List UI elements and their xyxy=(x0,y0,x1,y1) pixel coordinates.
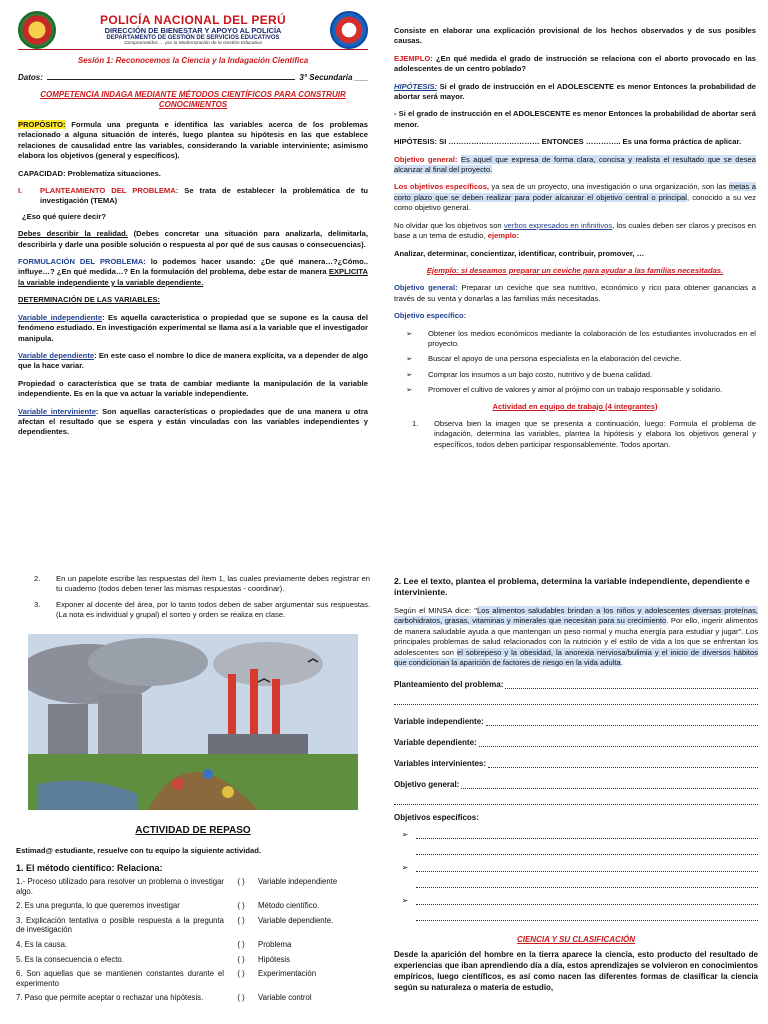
field-label: Variable independiente: xyxy=(394,717,484,727)
minsa-highlight-2: el sobrepeso y la obesidad, la anorexia nerviosa/bulimia y el inicio de diversos hábitos que condicionan la aparición de factores de riesgo en la vida adulta xyxy=(394,647,758,668)
table-row xyxy=(16,993,370,1003)
arrow-bullet-icon: ➢ xyxy=(401,863,409,873)
objetivo-general-def xyxy=(394,155,756,176)
hipotesis-3-text: HIPÓTESIS: SI ……………………………… ENTONCES ………….. Es una forma práctica de aplicar. xyxy=(394,137,742,147)
vd-paragraph xyxy=(18,351,368,372)
proposito-label: PROPÓSITO: xyxy=(18,120,66,129)
answer-line[interactable] xyxy=(486,718,758,726)
session-title: Sesión 1: Reconocemos la Ciencia y la Indagación Científica xyxy=(77,56,309,65)
answer-line[interactable] xyxy=(416,878,758,888)
instructions-list xyxy=(34,574,370,621)
actividad-text: Actividad en equipo de trabajo (4 integrantes) xyxy=(492,401,658,411)
answer-line[interactable] xyxy=(488,760,758,768)
proposito-paragraph xyxy=(18,120,368,162)
oe-highlight: metas a corto plazo que se deben realizar para poder alcanzar el objetivo central o principal xyxy=(394,182,756,202)
row-option: Problema xyxy=(258,940,292,949)
estimad-text: Estimad@ estudiante, resuelve con tu equipo la siguiente actividad. xyxy=(16,845,261,855)
vint-field[interactable] xyxy=(394,759,758,768)
actividad-item-1 xyxy=(412,419,756,450)
list-item xyxy=(34,600,370,621)
answer-line[interactable] xyxy=(394,695,758,705)
hipotesis-text: Si el grado de instrucción en el ADOLESCENTE es menor Entonces la probabilidad de abortar será mayor. xyxy=(394,81,756,102)
header-motto: Comprometidos … por la Modernización de la Gestión Educativa xyxy=(124,41,262,46)
vd-field[interactable] xyxy=(394,738,758,747)
item-text: Exponer al docente del área, por lo tanto todos deben de saber argumentar sus respuestas. (La nota es individual y grupal) el sorteo y orden se realiza en clase. xyxy=(56,599,370,620)
oe-text-2: , conocido a su vez como objetivo general. xyxy=(394,192,757,213)
answer-line[interactable] xyxy=(479,739,758,747)
item-text: Observa bien la imagen que se presenta a continuación, luego: Formula el problema de indagación, determina las variables, plantea la hipótesis y elabora los objetivos general y específicos, todos deben participar responsablemente. Todos aportan. xyxy=(434,418,756,449)
page-2-bottom-right xyxy=(384,512,768,1024)
no-olvidar-ejemplo: ejemplo: xyxy=(487,231,519,241)
hipotesis-intro xyxy=(394,26,756,47)
og-field[interactable] xyxy=(394,780,758,789)
vd-text: : En este caso el nombre lo dice de manera explícita, va a depender de algo que la hace variar. xyxy=(18,350,368,371)
determinacion-text: DETERMINACIÓN DE LAS VARIABLES: xyxy=(18,295,161,305)
debes-label: Debes describir la realidad. xyxy=(18,229,128,239)
ejemplo-text: ¿En qué medida el grado de instrucción se relaciona con el aborto provocado en las adolescentes de un centro poblado? xyxy=(394,53,756,74)
answer-line[interactable] xyxy=(416,897,758,905)
verbos-link: verbos expresados en infinitivos xyxy=(503,220,613,230)
list-item xyxy=(406,370,756,380)
hipotesis-2 xyxy=(394,109,756,130)
school-seal-icon xyxy=(330,11,368,49)
vd-label: Variable dependiente xyxy=(18,350,95,360)
capacidad-text: CAPACIDAD: Problematiza situaciones. xyxy=(18,168,161,178)
row-statement: 5. Es la consecuencia o efecto. xyxy=(16,954,124,964)
oe2-label: Objetivo específico: xyxy=(394,311,467,321)
answer-line[interactable] xyxy=(416,831,758,839)
ciencia-text: Desde la aparición del hombre en la tierra aparece la ciencia, esto producto del resultado de experiencias que iban aprendiendo día a día, estos aprendizajes se volvieron en conocimientos empíricos, luego científicos, es así como nacen las diferentes formas de clasificar la ciencia según su naturaleza o materia de estudio, xyxy=(394,950,758,993)
debes-paragraph xyxy=(18,229,368,250)
answer-blank[interactable]: ( ) xyxy=(237,877,245,887)
planteamiento-marker: I. xyxy=(18,186,23,196)
objetivos-list xyxy=(406,329,756,396)
vi-text: : Es aquella característica o propiedad que se supone es la causa del fenómeno estudiado. En investigación experimental se llama así a la variable que el investigador manipula. xyxy=(18,312,368,343)
field-label: Variable dependiente: xyxy=(394,738,477,748)
row-statement: 2. Es una pregunta, lo que queremos investigar xyxy=(16,901,180,911)
trash-item xyxy=(203,769,213,779)
no-olvidar-1: No olvidar que los objetivos son xyxy=(394,220,502,230)
row-option: Método científico. xyxy=(258,901,320,911)
vi-field[interactable] xyxy=(394,717,758,726)
ciencia-title: CIENCIA Y SU CLASIFICACIÓN xyxy=(516,935,636,945)
answer-blank[interactable]: ( ) xyxy=(237,940,245,949)
answer-blank[interactable]: ( ) xyxy=(237,954,245,964)
propiedad-paragraph xyxy=(18,379,368,400)
minsa-text-1: Según el MINSA dice: " xyxy=(394,606,477,615)
answer-line[interactable] xyxy=(416,911,758,921)
bullet-text: Promover el cultivo de valores y amor al prójimo con un trabajo responsable y solidario. xyxy=(428,385,723,395)
field-label: Planteamiento del problema: xyxy=(394,680,504,690)
planteamiento-field[interactable] xyxy=(394,680,758,689)
ceviche-text: Ejemplo: si deseamos preparar un ceviche para ayudar a las familias necesitadas. xyxy=(426,265,724,275)
grado-label: 3° Secundaria ___ xyxy=(299,73,368,82)
og2-text: Preparar un ceviche que sea nutritivo, económico y rico para obtener ganancias a través de su venta y donarlas a las familias más necesitadas. xyxy=(394,283,756,303)
header-sub2: DEPARTAMENTO DE GESTIÓN DE SERVICIOS EDUCATIVOS xyxy=(106,35,280,41)
debes-text: (Debes concretar una situación para analizarla, delimitarla, describirla y darle una posible solución o respuesta al por qué de sus causas o consecuencias). xyxy=(18,229,368,249)
oe-field-title xyxy=(394,813,758,822)
trash-item xyxy=(172,778,184,790)
table-row xyxy=(16,940,370,950)
formulacion-explicit: EXPLICITA la variable independiente y la variable dependiente. xyxy=(18,267,368,287)
table-row xyxy=(16,877,370,896)
oe-bullet-1[interactable] xyxy=(394,830,758,839)
metodo-title: 1. El método científico: Relaciona: xyxy=(16,863,163,874)
datos-line xyxy=(18,73,368,82)
planteamiento-label: PLANTEAMIENTO DEL PROBLEMA: xyxy=(40,186,179,196)
arrow-bullet-icon: ➢ xyxy=(401,896,409,906)
ceviche-example xyxy=(394,266,756,276)
no-olvidar-2: , los cuales deben ser claros y precisos en base a un tema de estudio, xyxy=(394,220,756,241)
arrow-bullet-icon: ➢ xyxy=(406,328,413,338)
no-olvidar xyxy=(394,221,756,242)
row-statement: 4. Es la causa. xyxy=(16,940,68,949)
planteamiento-text: Se trata de establecer la problemática de tu investigación (TEMA) xyxy=(40,186,368,206)
oe-bullet-2[interactable] xyxy=(394,863,758,872)
item-text: En un papelote escribe las respuestas del ítem 1, las cuales previamente debes registrar en tu cuaderno (todos deben tener las mismas respuestas - coordinar). xyxy=(56,574,370,594)
table-row xyxy=(16,901,370,911)
row-option: Variable dependiente. xyxy=(258,915,334,925)
item-number: 2. xyxy=(34,574,41,583)
table-row xyxy=(16,955,370,965)
relaciona-table xyxy=(16,877,370,1003)
estimad-line xyxy=(16,846,370,856)
oe-bullet-3[interactable] xyxy=(394,896,758,905)
formulacion-paragraph xyxy=(18,257,368,288)
answer-blank[interactable]: ( ) xyxy=(237,915,245,925)
hipotesis-paragraph xyxy=(394,82,756,103)
hipotesis-2-text: - Si el grado de instrucción en el ADOLESCENTE es menor Entonces la probabilidad de abortar será menor. xyxy=(394,109,756,129)
eso-text: ¿Eso qué quiere decir? xyxy=(22,211,106,221)
row-option: Variable control xyxy=(258,993,312,1003)
actividad-title xyxy=(394,402,756,412)
ejercicio-2-title: 2. Lee el texto, plantea el problema, determina la variable independiente, dependiente e interviniente. xyxy=(394,576,750,597)
item-number: 1. xyxy=(412,418,419,428)
arrow-bullet-icon: ➢ xyxy=(401,830,409,840)
police-seal-icon xyxy=(18,11,56,49)
arrow-bullet-icon: ➢ xyxy=(406,385,413,395)
og-label: Objetivo general: xyxy=(394,154,458,164)
og-text: Es aquel que expresa de forma clara, concisa y realista el resultado que se desea alcanzar al final del proyecto. xyxy=(394,154,756,175)
row-statement: 3. Explicación tentativa o posible respuesta a la pregunta de investigación xyxy=(16,915,224,935)
verbos-list xyxy=(394,249,756,259)
answer-line[interactable] xyxy=(461,781,758,789)
verbos-text: Analizar, determinar, concientizar, identificar, contribuir, promover, … xyxy=(394,248,645,258)
answer-line[interactable] xyxy=(505,681,758,689)
answer-blank[interactable]: ( ) xyxy=(237,901,245,911)
capacidad xyxy=(18,169,368,179)
row-statement: 1.- Proceso utilizado para resolver un problema o investigar algo. xyxy=(16,877,224,896)
trash-item xyxy=(222,786,234,798)
table-row xyxy=(16,969,370,988)
vint-paragraph xyxy=(18,407,368,438)
determinacion-title xyxy=(18,295,368,305)
row-option: Hipótesis xyxy=(258,954,291,964)
hipotesis-label: HIPÓTESIS: xyxy=(394,81,438,91)
formulacion-text: lo podemos hacer usando: ¿De qué manera…?¿Cómo.. influye…? ¿En qué medida…? En la formulación del problema, debe estar de manera xyxy=(18,257,368,277)
datos-label: Datos: xyxy=(18,73,43,82)
header-sub1: DIRECCIÓN DE BIENESTAR Y APOYO AL POLICÍA xyxy=(104,26,282,35)
proposito-text: Formula una pregunta e identifica las variables acerca de los problemas relacionado a alguna situación de interés, luego plantea su hipótesis en las que establece relaciones de causalidad entre las variables, considerando la variable interviniente; asimismo elabora los objetivos (general y específicos). xyxy=(18,120,368,161)
list-item xyxy=(34,574,370,595)
answer-line[interactable] xyxy=(416,845,758,855)
bullet-text: Comprar los insumos a un bajo costo, nutritivo y de buena calidad. xyxy=(428,369,653,379)
minsa-paragraph xyxy=(394,606,758,668)
formulacion-label: FORMULACIÓN DEL PROBLEMA: xyxy=(18,257,146,267)
eso-question xyxy=(22,212,368,222)
bullet-text: Obtener los medios económicos mediante la colaboración de los estudiantes involucrados en el proyecto. xyxy=(428,328,756,348)
field-label: Variables intervinientes: xyxy=(394,759,487,769)
vint-label: Variable interviniente xyxy=(18,406,96,416)
minsa-highlight-1: Los alimentos saludables brindan a los niños y adolescentes diversas proteínas, carbohidratos, grasas, vitaminas y minerales que necesitan para su crecimiento xyxy=(394,606,758,626)
pollution-illustration xyxy=(28,634,358,810)
minsa-text-2: . Por ello, ingerir alimentos de manera saludable ayuda a que mantengan un peso normal y mucha energía para estudiar y jugar". Los principales problemas de salud relacionados con la nutrición y el estilo de vida a los que se enfrentan los adolescentes son xyxy=(394,616,758,657)
oe-label: Los objetivos específicos, xyxy=(394,182,490,192)
row-statement: 7. Paso que permite aceptar o rechazar una hipótesis. xyxy=(16,993,204,1003)
oe2-title xyxy=(394,311,756,321)
hipotesis-3 xyxy=(394,137,756,147)
answer-blank[interactable]: ( ) xyxy=(237,969,245,979)
row-statement: 6. Son aquellas que se mantienen constantes durante el experimento xyxy=(16,969,224,988)
table-row xyxy=(16,916,370,935)
datos-blank xyxy=(47,73,296,80)
institution-header xyxy=(18,10,368,50)
list-item xyxy=(406,329,756,350)
list-item xyxy=(406,354,756,364)
list-item xyxy=(406,385,756,395)
oe-text-1: ya sea de un proyecto, una investigación o una organización, son las xyxy=(491,182,727,192)
minsa-text-3: . xyxy=(620,658,623,668)
hipotesis-intro-text: Consiste en elaborar una explicación provisional de los hechos observados y de sus posibles causas. xyxy=(394,26,756,46)
ejemplo-label: EJEMPLO: xyxy=(394,53,433,63)
vi-paragraph xyxy=(18,313,368,344)
og2-paragraph xyxy=(394,283,756,304)
propiedad-text: Propiedad o característica que se trata de cambiar mediante la manipulación de la variable independiente. Es en la que va actuar la variable independiente. xyxy=(18,378,368,399)
row-option: Experimentación xyxy=(258,969,317,979)
answer-line[interactable] xyxy=(416,864,758,872)
answer-blank[interactable]: ( ) xyxy=(237,993,245,1003)
page-1-top-right xyxy=(384,0,768,512)
arrow-bullet-icon: ➢ xyxy=(406,369,413,379)
og2-label: Objetivo general: xyxy=(394,283,458,293)
answer-line[interactable] xyxy=(394,795,758,805)
objetivos-especificos-def xyxy=(394,182,756,213)
header-title: POLICÍA NACIONAL DEL PERÚ xyxy=(100,13,286,27)
page-2-bottom-left xyxy=(0,512,384,1024)
planteamiento-item xyxy=(18,186,368,207)
row-option: Variable independiente xyxy=(258,877,338,887)
field-label: Objetivo general: xyxy=(394,780,460,790)
vint-text: : Son aquellas características o propiedades que de una manera u otra afectan el resultado que se espera y están vinculadas con las variables independientes y dependientes. xyxy=(18,406,368,437)
repaso-title: ACTIVIDAD DE REPASO xyxy=(135,824,251,836)
competencia-title: COMPETENCIA INDAGA MEDIANTE MÉTODOS CIENTÍFICOS PARA CONSTRUIR CONOCIMIENTOS xyxy=(40,90,346,109)
item-number: 3. xyxy=(34,599,41,609)
field-label: Objetivos específicos: xyxy=(394,813,479,823)
smoke-cloud-mid xyxy=(88,638,208,686)
header-text xyxy=(56,13,330,46)
ciencia-paragraph xyxy=(394,949,758,993)
page-1-top-left xyxy=(0,0,384,512)
bullet-text: Buscar el apoyo de una persona especialista en la elaboración del ceviche. xyxy=(428,354,682,364)
ejemplo-paragraph xyxy=(394,54,756,75)
vi-label: Variable independiente xyxy=(18,312,103,322)
arrow-bullet-icon: ➢ xyxy=(406,354,413,364)
